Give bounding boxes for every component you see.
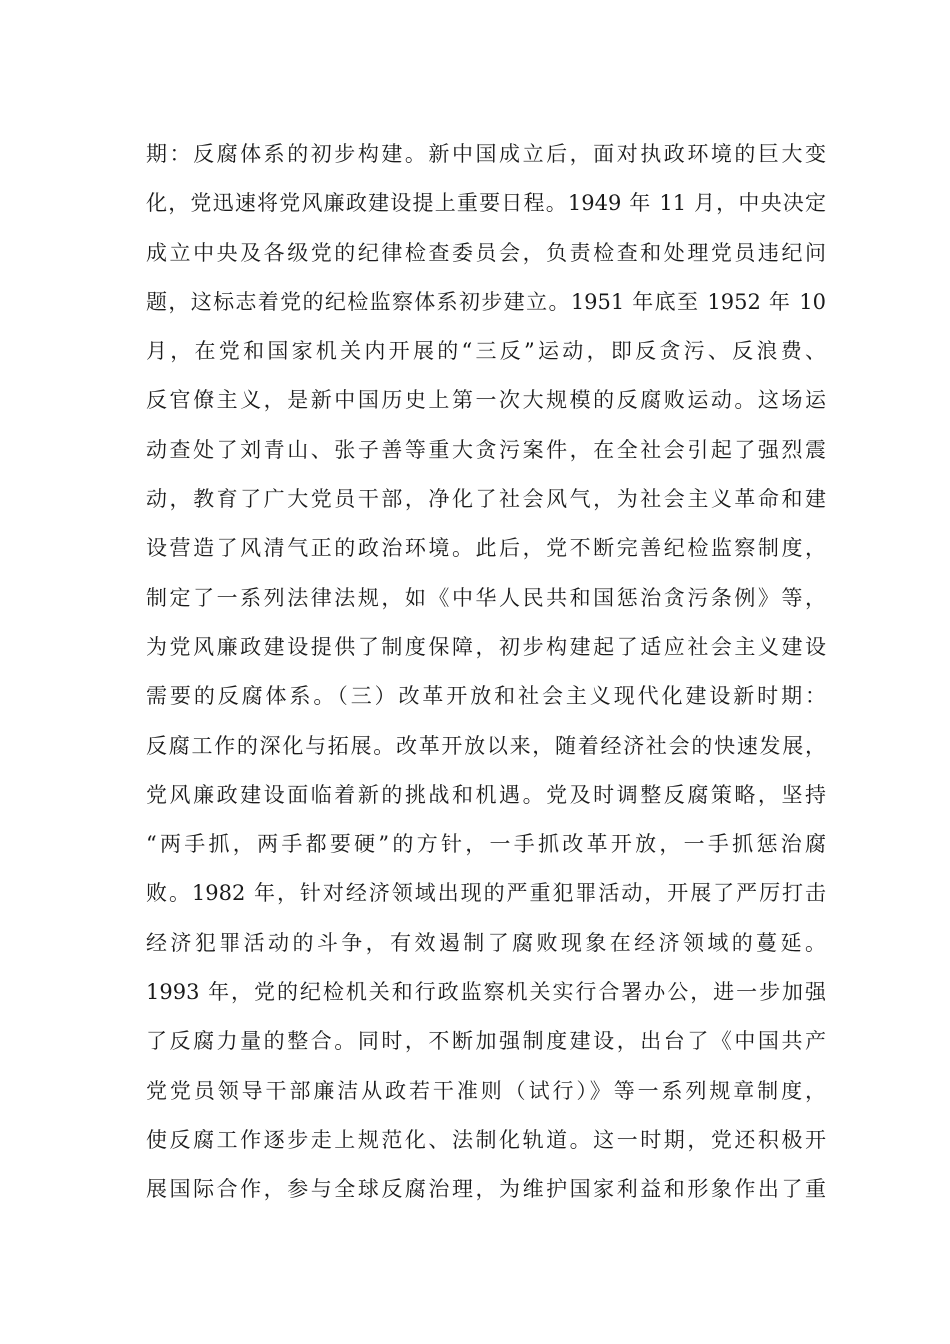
text-line: 为党风廉政建设提供了制度保障，初步构建起了适应社会主义建设 <box>146 634 826 659</box>
text-line: 需要的反腐体系。（三）改革开放和社会主义现代化建设新时期： <box>146 684 826 709</box>
text-line: 反官僚主义，是新中国历史上第一次大规模的反腐败运动。这场运 <box>146 388 826 413</box>
text-line: 化，党迅速将党风廉政建设提上重要日程。1949 年 11 月，中央决定 <box>146 191 826 216</box>
text-line: 动查处了刘青山、张子善等重大贪污案件，在全社会引起了强烈震 <box>146 437 826 462</box>
text-line: “两手抓，两手都要硬”的方针，一手抓改革开放，一手抓惩治腐 <box>146 832 826 857</box>
body-paragraph <box>146 130 826 1215</box>
text-line: 了反腐力量的整合。同时，不断加强制度建设，出台了《中国共产 <box>146 1029 826 1054</box>
text-line: 展国际合作，参与全球反腐治理，为维护国家利益和形象作出了重 <box>146 1177 826 1202</box>
text-line: 月，在党和国家机关内开展的“三反”运动，即反贪污、反浪费、 <box>146 339 826 364</box>
text-line: 反腐工作的深化与拓展。改革开放以来，随着经济社会的快速发展， <box>146 733 826 758</box>
text-line: 1993 年，党的纪检机关和行政监察机关实行合署办公，进一步加强 <box>146 980 826 1005</box>
text-line: 制定了一系列法律法规，如《中华人民共和国惩治贪污条例》等， <box>146 585 826 610</box>
text-line: 成立中央及各级党的纪律检查委员会，负责检查和处理党员违纪问 <box>146 240 826 265</box>
text-line: 期：反腐体系的初步构建。新中国成立后，面对执政环境的巨大变 <box>146 142 826 166</box>
text-line: 经济犯罪活动的斗争，有效遏制了腐败现象在经济领域的蔓延。 <box>146 930 826 955</box>
text-line: 使反腐工作逐步走上规范化、法制化轨道。这一时期，党还积极开 <box>146 1127 826 1152</box>
text-line: 动，教育了广大党员干部，净化了社会风气，为社会主义革命和建 <box>146 487 826 512</box>
text-line: 设营造了风清气正的政治环境。此后，党不断完善纪检监察制度， <box>146 536 826 561</box>
text-line: 题，这标志着党的纪检监察体系初步建立。1951 年底至 1952 年 10 <box>146 289 826 314</box>
text-line: 败。1982 年，针对经济领域出现的严重犯罪活动，开展了严厉打击 <box>146 881 826 906</box>
text-line: 党党员领导干部廉洁从政若干准则（试行）》等一系列规章制度， <box>146 1078 826 1103</box>
text-line: 党风廉政建设面临着新的挑战和机遇。党及时调整反腐策略，坚持 <box>146 782 826 807</box>
